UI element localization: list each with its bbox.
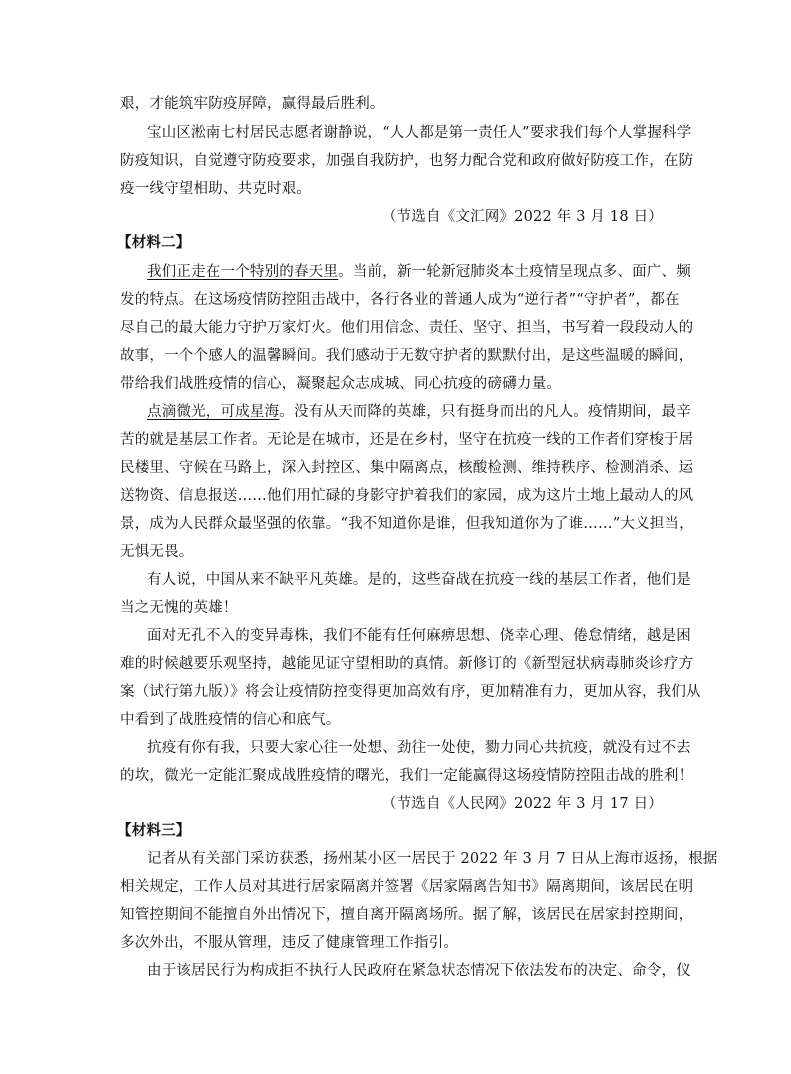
paragraph-line: 疫一线守望相助、共克时艰。 bbox=[120, 181, 312, 197]
paragraph-line: 多次外出，不服从管理，违反了健康管理工作指引。 bbox=[120, 935, 459, 951]
section-heading: 【材料三】 bbox=[117, 822, 191, 839]
paragraph-line: 民楼里、守候在马路上，深入封控区、集中隔离点，核酸检测、维持秩序、检测消杀、运 bbox=[120, 460, 694, 476]
paragraph-line: 有人说，中国从来不缺平凡英雄。是的，这些奋战在抗疫一线的基层工作者，他们是 bbox=[147, 572, 691, 588]
paragraph-line: 相关规定，工作人员对其进行居家隔离并签署《居家隔离告知书》隔离期间，该居民在明 bbox=[120, 879, 694, 895]
paragraph-line: 艰，才能筑牢防疫屏障，赢得最后胜利。 bbox=[120, 96, 385, 112]
paragraph-line: 宝山区淞南七村居民志愿者谢静说，“人人都是第一责任人”要求我们每个人掌握科学 bbox=[147, 125, 692, 141]
paragraph-line: 当之无愧的英雄！ bbox=[120, 600, 238, 616]
paragraph-line: 记者从有关部门采访获悉，扬州某小区一居民于 2022 年 3 月 7 日从上海市返扬，根据 bbox=[147, 851, 718, 867]
paragraph-line: 知管控期间不能擅自外出情况下，擅自离开隔离场所。据了解，该居民在居家封控期间， bbox=[120, 907, 694, 923]
underlined-phrase: 点滴微光，可成星海 bbox=[147, 404, 280, 420]
source-citation: （节选自《文汇网》2022 年 3 月 18 日） bbox=[381, 209, 663, 225]
paragraph-line: 景，成为人民群众最坚强的依靠。“我不知道你是谁，但我知道你为了谁……”大义担当， bbox=[120, 516, 694, 532]
paragraph-line: 中看到了战胜疫情的信心和底气。 bbox=[120, 712, 341, 728]
paragraph-line: 由于该居民行为构成拒不执行人民政府在紧急状态情况下依法发布的决定、命令，仪 bbox=[147, 963, 691, 979]
paragraph-text: 。当前，新一轮新冠肺炎本土疫情呈现点多、面广、频 bbox=[338, 264, 691, 280]
paragraph-line: 无惧无畏。 bbox=[120, 544, 194, 560]
paragraph-line: 苦的就是基层工作者。无论是在城市，还是在乡村，坚守在抗疫一线的工作者们穿梭于居 bbox=[120, 432, 694, 448]
paragraph-line: 送物资、信息报送……他们用忙碌的身影守护着我们的家园，成为这片土地上最动人的风 bbox=[120, 488, 694, 504]
source-citation: （节选自《人民网》2022 年 3 月 17 日） bbox=[381, 796, 663, 812]
paragraph-line: 难的时候越要乐观坚持，越能见证守望相助的真情。新修订的《新型冠状病毒肺炎诊疗方 bbox=[120, 656, 694, 672]
paragraph-line: 案（试行第九版）》将会让疫情防控变得更加高效有序，更加精准有力，更加从容，我们从 bbox=[120, 684, 701, 700]
paragraph-line bbox=[147, 402, 697, 422]
paragraph-line: 带给我们战胜疫情的信心，凝聚起众志成城、同心抗疫的磅礴力量。 bbox=[120, 376, 561, 392]
paragraph-line: 面对无孔不入的变异毒株，我们不能有任何麻痹思想、侥幸心理、倦怠情绪，越是困 bbox=[147, 628, 691, 644]
paragraph-line: 的坎，微光一定能汇聚成战胜疫情的曙光，我们一定能赢得这场疫情防控阻击战的胜利！ bbox=[120, 768, 694, 784]
paragraph-line: 故事，一个个感人的温馨瞬间。我们感动于无数守护者的默默付出，是这些温暖的瞬间， bbox=[120, 348, 694, 364]
section-heading: 【材料二】 bbox=[117, 234, 191, 251]
paragraph-line: 防疫知识，自觉遵守防疫要求，加强自我防护，也努力配合党和政府做好防疫工作，在防 bbox=[120, 153, 694, 169]
paragraph-line bbox=[147, 262, 697, 282]
paragraph-line: 尽自己的最大能力守护万家灯火。他们用信念、责任、坚守、担当，书写着一段段动人的 bbox=[120, 320, 694, 336]
paragraph-line: 发的特点。在这场疫情防控阻击战中，各行各业的普通人成为“逆行者”“守护者”，都在 bbox=[120, 292, 680, 308]
paragraph-line: 抗疫有你有我，只要大家心往一处想、劲往一处使，勠力同心共抗疫，就没有过不去 bbox=[147, 740, 691, 756]
underlined-phrase: 我们正走在一个特别的春天里 bbox=[147, 264, 339, 280]
paragraph-text: 。没有从天而降的英雄，只有挺身而出的凡人。疫情期间，最辛 bbox=[279, 404, 691, 420]
